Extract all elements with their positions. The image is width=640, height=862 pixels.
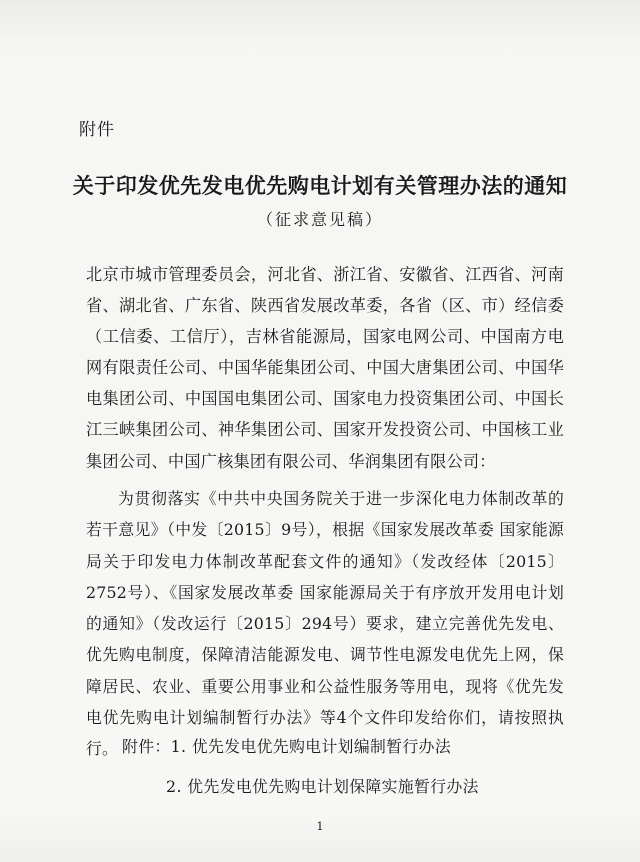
body-paragraph: 为贯彻落实《中共中央国务院关于进一步深化电力体制改革的若干意见》（中发〔2015〕9号），根据《国家发展改革委 国家能源局关于印发电力体制改革配套文件的通知》（发改经体〔2015〕2752号）、《国家发展改革委 国家能源局关于有序放开发用电计划的通知》（发改运行〔2015〕294号）要求，建立完善优先发电、优先购电制度，保障清洁能源发电、调节性电源发电优先上网，保障居民、农业、重要公用事业和公益性服务等用电，现将《优先发电优先购电计划编制暂行办法》等4个文件印发给你们，请按照执行。 (86, 489, 564, 759)
page-number: 1 (316, 820, 324, 833)
document-title: 关于印发优先发电优先购电计划有关管理办法的通知 (72, 173, 568, 198)
addressee-paragraph: 北京市城市管理委员会，河北省、浙江省、安徽省、江西省、河南省、湖北省、广东省、陕西省发展改革委，各省（区、市）经信委（工信委、工信厅），吉林省能源局，国家电网公司、中国南方电网有限责任公司、中国华能集团公司、中国大唐集团公司、中国华电集团公司、中国国电集团公司、国家电力投资集团公司、中国长江三峡集团公司、神华集团公司、国家开发投资公司、中国核工业集团公司、中国广核集团有限公司、华润集团有限公司： (86, 265, 564, 471)
attachment-item-1: 附件：1. 优先发电优先购电计划编制暂行办法 (122, 737, 452, 756)
attachment-item-2: 2. 优先发电优先购电计划保障实施暂行办法 (166, 777, 479, 796)
document-subtitle: （征求意见稿） (256, 210, 383, 229)
attachment-label: 附件 (79, 120, 115, 140)
